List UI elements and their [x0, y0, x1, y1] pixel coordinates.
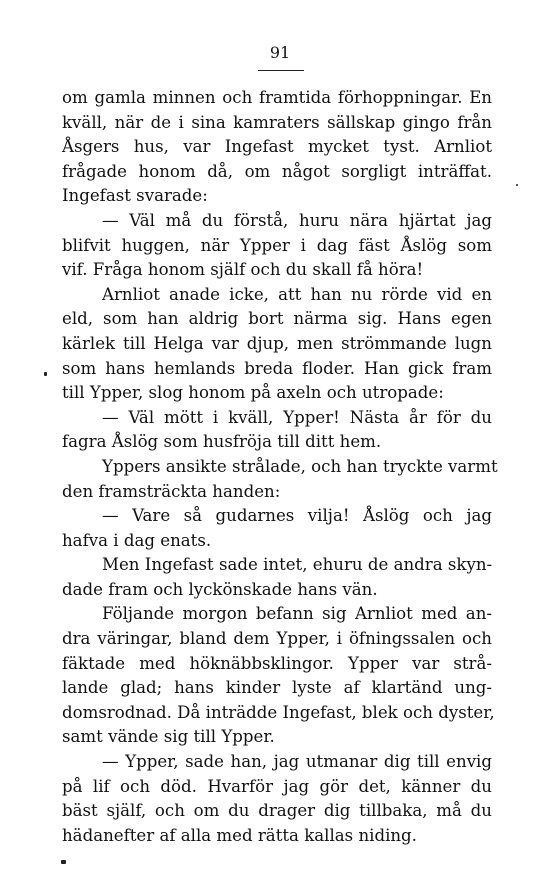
text-line: — Ypper, sade han, jag utmanar dig till envig [102, 752, 492, 772]
text-line: Ingefast svarade: [62, 186, 208, 206]
text-line: hafva i dag enats. [62, 530, 212, 550]
text-line: vif. Fråga honom själf och du skall få höra! [62, 260, 424, 280]
print-speck [44, 372, 47, 376]
text-line: samt vände sig till Ypper. [62, 727, 275, 747]
print-speck [61, 860, 66, 864]
text-line: om gamla minnen och framtida förhoppningar. En [62, 88, 492, 107]
body-text [62, 86, 498, 848]
text-line: Yppers ansikte strålade, och han tryckte varmt [102, 456, 498, 476]
text-line: fäktade med höknäbbsklingor. Ypper var strå- [62, 653, 492, 673]
text-line: fagra Åslög som husfröja till ditt hem. [62, 432, 382, 452]
text-line: dade fram och lyckönskade hans vän. [62, 579, 378, 599]
print-speck [516, 184, 518, 186]
text-line: frågade honom då, om något sorgligt inträffat. [62, 161, 492, 181]
text-line: blifvit huggen, när Ypper i dag fäst Åslög som [62, 235, 492, 255]
text-line: — Väl må du förstå, huru nära hjärtat jag [102, 210, 492, 230]
text-line: eld, som han aldrig bort närma sig. Hans egen [62, 309, 492, 329]
text-line: kväll, när de i sina kamraters sällskap gingo från [62, 112, 492, 132]
text-line: — Vare så gudarnes vilja! Åslög och jag [102, 506, 492, 526]
text-line: dra väringar, bland dem Ypper, i öfningssalen och [62, 629, 492, 649]
text-line: som hans hemlands breda floder. Han gick fram [62, 358, 492, 378]
page-number: 91 [269, 43, 291, 62]
text-line: på lif och död. Hvarför jag gör det, känner du [62, 776, 492, 796]
text-line: domsrodnad. Då inträdde Ingefast, blek och dyster, [62, 702, 495, 722]
page-number-rule [258, 70, 304, 71]
text-line: kärlek till Helga var djup, men strömmande lugn [62, 333, 492, 353]
text-line: den framsträckta handen: [62, 481, 281, 501]
text-line: Arnliot anade icke, att han nu rörde vid en [102, 284, 492, 304]
text-line: till Ypper, slog honom på axeln och utropade: [62, 383, 444, 403]
text-line: Åsgers hus, var Ingefast mycket tyst. Arnliot [62, 137, 492, 157]
text-line: Följande morgon befann sig Arnliot med an- [102, 604, 492, 624]
text-line: — Väl mött i kväll, Ypper! Nästa år för du [102, 407, 492, 427]
text-line: bäst själf, och om du drager dig tillbaka, må du [62, 801, 492, 821]
text-line: Men Ingefast sade intet, ehuru de andra skyn- [102, 555, 493, 575]
text-line: hädanefter af alla med rätta kallas niding. [62, 825, 417, 845]
text-line: lande glad; hans kinder lyste af klartänd ung- [62, 678, 492, 698]
